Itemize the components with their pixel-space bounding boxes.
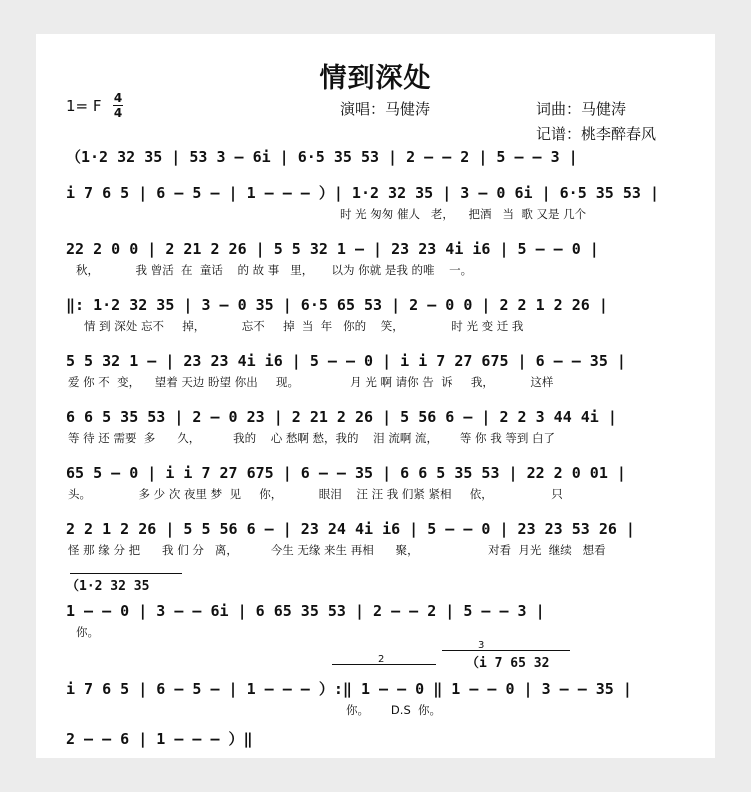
- score-row-2-lyrics: 时 光 匆匆 催人 老， 把酒 当 歌 又是 几个: [340, 207, 587, 221]
- score-row-9-lyrics: 你。: [76, 625, 99, 639]
- volta-bracket-start: [70, 573, 182, 574]
- score-row-7-notes: 65 5 – 0 | i i 7 27 675 | 6 – – 35 | 6 6 5 35 53 | 22 2 0 01 |: [66, 464, 626, 482]
- volta-label-3: 3: [478, 640, 485, 651]
- score-row-3-lyrics: 秋， 我 曾活 在 童话 的 故 事 里， 以为 你就 是我 的唯 一。: [76, 263, 473, 277]
- score-row-10-notes: i 7 6 5 | 6 – 5 – | 1 – – – ）:‖ 1 – – 0 ‖ 1 – – 0 | 3 – – 35 |: [66, 680, 632, 698]
- score-row-7-lyrics: 头。 多 少 次 夜里 梦 见 你， 眼泪 汪 汪 我 们紧 紧相 依， 只: [68, 487, 563, 501]
- score-row-10-lyrics: 你。 D.S 你。: [346, 703, 442, 717]
- transcriber-credit: 记谱：桃李醉春风: [536, 125, 657, 143]
- score-row-9-above: （1·2 32 35: [66, 579, 150, 594]
- score-row-3-notes: 22 2 0 0 | 2 21 2 26 | 5 5 32 1 – | 23 23 4i i6 | 5 – – 0 |: [66, 240, 599, 258]
- time-signature-bottom: 4: [113, 106, 123, 120]
- score-row-8-notes: 2 2 1 2 26 | 5 5 56 6 – | 23 24 4i i6 | 5 – – 0 | 23 23 53 26 |: [66, 520, 635, 538]
- key-signature: 1= F: [66, 97, 102, 115]
- score-row-4-notes: ‖: 1·2 32 35 | 3 – 0 35 | 6·5 65 53 | 2 – 0 0 | 2 2 1 2 26 |: [66, 296, 608, 314]
- time-signature: [113, 92, 123, 119]
- score-row-2-notes: i 7 6 5 | 6 – 5 – | 1 – – – ）| 1·2 32 35 | 3 – 0 6i | 6·5 35 53 |: [66, 184, 659, 202]
- score-row-9-notes: 1 – – 0 | 3 – – 6i | 6 65 35 53 | 2 – – 2 | 5 – – 3 |: [66, 602, 545, 620]
- time-signature-top: 4: [113, 91, 123, 105]
- score-row-4-lyrics: 情 到 深处 忘不 掉， 忘不 掉 当 年 你的 笑， 时 光 变 迁 我: [84, 319, 524, 333]
- score-row-5-lyrics: 爱 你 不 变， 望着 天边 盼望 你出 现。 月 光 啊 请你 告 诉 我， 这样: [68, 375, 554, 389]
- score-row-6-lyrics: 等 待 还 需要 多 久， 我的 心 愁啊 愁，我的 泪 流啊 流， 等 你 我 等到 白了: [68, 431, 556, 445]
- singer-credit: 演唱：马健涛: [340, 100, 431, 118]
- volta-label-2: 2: [378, 654, 385, 665]
- score-row-6-notes: 6 6 5 35 53 | 2 – 0 23 | 2 21 2 26 | 5 56 6 – | 2 2 3 44 4i |: [66, 408, 617, 426]
- score-row-5-notes: 5 5 32 1 – | 23 23 4i i6 | 5 – – 0 | i i 7 27 675 | 6 – – 35 |: [66, 352, 626, 370]
- volta-bracket-3: [442, 650, 570, 651]
- score-row-10-above: （i 7 65 32: [466, 656, 550, 671]
- score-row-11-notes: 2 – – 6 | 1 – – – ）‖: [66, 730, 253, 748]
- score-row-1-notes: （1·2 32 35 | 53 3 – 6i | 6·5 35 53 | 2 – – 2 | 5 – – 3 |: [66, 148, 578, 166]
- score-row-8-lyrics: 怪 那 缘 分 把 我 们 分 离， 今生 无缘 来生 再相 聚， 对看 月光 继续 想看: [68, 543, 606, 557]
- composer-credit: 词曲：马健涛: [536, 100, 627, 118]
- song-title: 情到深处: [319, 63, 432, 94]
